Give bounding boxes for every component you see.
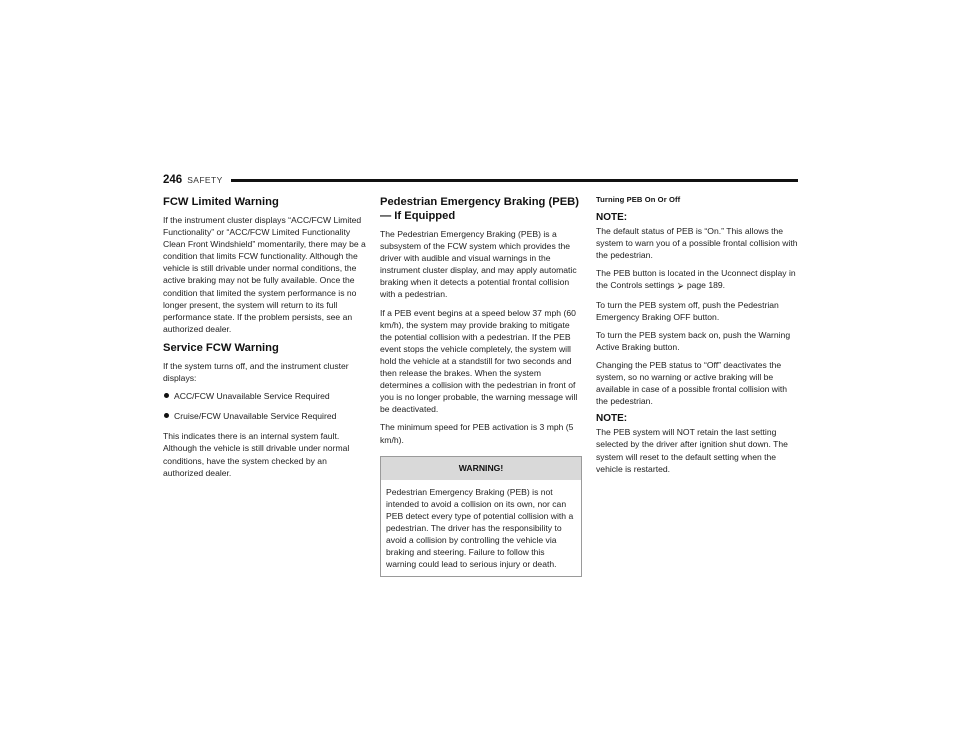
paragraph-peb-min-speed: The minimum speed for PEB activation is 3 mph (5 km/h). [380,422,574,445]
button-location-text: The PEB button is located in the Uconnect display in the Controls settings [596,268,796,291]
heading-fcw-limited-warning: FCW Limited Warning [163,196,279,208]
heading-peb: Pedestrian Emergency Braking (PEB) — If Equipped [380,196,579,222]
paragraph-fcw-limited: If the instrument cluster displays “ACC/FCW Limited Functionality” or “ACC/FCW Limited Functionality Clean Front Windshield” momentarily, there may be a condition that limits FCW functionality. Although the vehicle is still drivable under normal conditions, the active braking may not be fully available. Once the condition that limited the system performance is no longer present, the system will return to its full performance state. If the problem persists, see an authorized dealer. [163,215,366,334]
warning-title: WARNING! [381,457,581,480]
paragraph-peb-event: If a PEB event begins at a speed below 37 mph (60 km/h), the system may provide braking to mitigate the potential collision with a pedestrian. If the PEB event stops the vehicle completely, the system will hold the vehicle at a standstill for two seconds and then release the brakes. When the system determines a collision with the pedestrian in front of you is no longer probable, the warning message will be deactivated. [380,307,578,415]
column-left [163,192,366,485]
section-title: SAFETY [187,175,223,185]
paragraph-service-intro: If the system turns off, and the instrument cluster displays: [163,360,349,384]
column-middle [380,192,580,577]
paragraph-turn-off: To turn the PEB system off, push the Pedestrian Emergency Braking OFF button. [596,299,779,322]
warning-box [380,456,582,578]
paragraph-turn-on: To turn the PEB system back on, push the Warning Active Braking button. [596,329,791,352]
list-item: Cruise/FCW Unavailable Service Required [163,410,366,422]
bullet-list [163,390,366,422]
note-label: NOTE: [596,413,628,425]
page-reference-link[interactable]: page 189. [686,280,726,291]
list-item: ACC/FCW Unavailable Service Required [163,390,366,402]
paragraph-changing-status: Changing the PEB status to “Off” deactivates the system, so no warning or active braking will be available in case of a possible frontal collision with the pedestrian. [596,359,788,407]
note-text-reset: The PEB system will NOT retain the last setting selected by the driver after ignition shut down. The system will reset to the default setting when the vehicle is restarted. [596,427,788,474]
column-right [596,192,799,481]
note-label: NOTE: [596,212,628,224]
page-reference-arrow-icon: ⮚ [677,281,684,291]
warning-body: Pedestrian Emergency Braking (PEB) is not intended to avoid a collision on its own, nor can PEB detect every type of potential collision with a pedestrian. The driver has the responsibility to avoid a collision by controlling the vehicle via braking and steering. Failure to follow this warning could lead to serious injury or death. [386,486,574,570]
heading-service-fcw-warning: Service FCW Warning [163,341,279,354]
note-text-default-status: The default status of PEB is “On.” This allows the system to warn you of a possible frontal collision with the pedestrian. [596,226,798,261]
paragraph-peb-button-location [596,267,799,292]
heading-turning-peb: Turning PEB On Or Off [596,195,681,204]
page-header [163,172,798,188]
paragraph-peb-intro: The Pedestrian Emergency Braking (PEB) is a subsystem of the FCW system which provides the driver with audible and visual warnings in the instrument cluster display, and may apply automatic braking when it detects a potential frontal collision with a pedestrian. [380,229,577,300]
page-number: 246 [163,174,183,186]
header-rule [231,179,798,182]
paragraph-service-fault: This indicates there is an internal system fault. Although the vehicle is still drivable under normal conditions, have the system checked by an authorized dealer. [163,431,350,478]
